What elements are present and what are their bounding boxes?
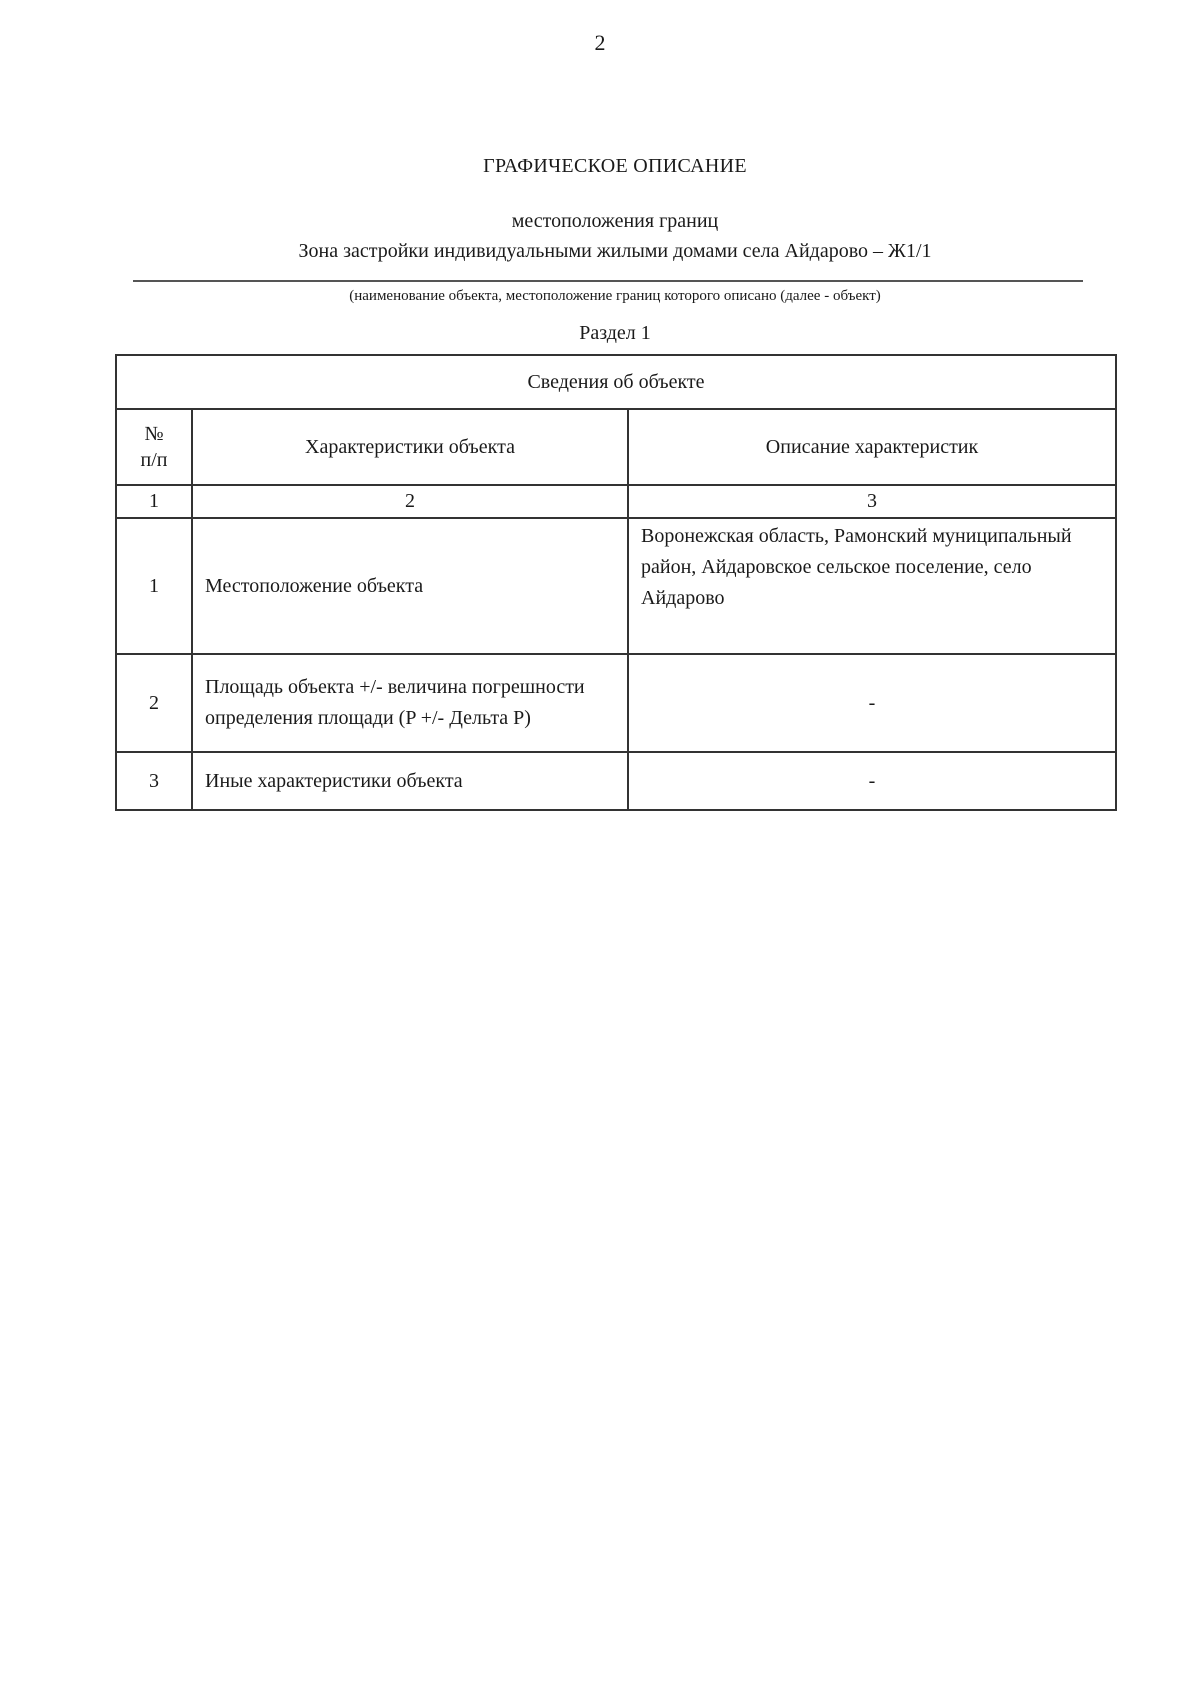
object-name: Зона застройки индивидуальными жилыми домами села Айдарово – Ж1/1: [298, 240, 932, 262]
table-header-row: [116, 409, 1116, 485]
column-index: 1: [116, 485, 192, 518]
column-index-row: [116, 485, 1116, 518]
page-number: 2: [594, 30, 606, 55]
object-name-caption: (наименование объекта, местоположение границ которого описано (далее - объект): [349, 288, 881, 304]
table-caption: Сведения об объекте: [116, 355, 1116, 409]
column-index: 3: [628, 485, 1116, 518]
table-row: [116, 518, 1116, 654]
header-characteristic: Характеристики объекта: [192, 409, 628, 485]
row-characteristic: Иные характеристики объекта: [192, 752, 628, 810]
header-number: [116, 409, 192, 485]
row-description: -: [628, 654, 1116, 752]
row-characteristic: Местоположение объекта: [192, 518, 628, 654]
document-subtitle: местоположения границ: [511, 210, 719, 232]
row-description: Воронежская область, Рамонский муниципальный район, Айдаровское сельское поселение, село Айдарово: [628, 518, 1116, 654]
table-row: [116, 752, 1116, 810]
table-row: [116, 654, 1116, 752]
row-description: -: [628, 752, 1116, 810]
header-number-sign: №: [144, 423, 164, 445]
row-characteristic: Площадь объекта +/- величина погрешности определения площади (P +/- Дельта P): [192, 654, 628, 752]
object-name-underline: [133, 280, 1083, 282]
row-number: 3: [116, 752, 192, 810]
object-info-table: [115, 354, 1117, 811]
row-number: 1: [116, 518, 192, 654]
document-title: ГРАФИЧЕСКОЕ ОПИСАНИЕ: [483, 155, 747, 177]
header-description: Описание характеристик: [628, 409, 1116, 485]
row-number: 2: [116, 654, 192, 752]
table-caption-row: [116, 355, 1116, 409]
column-index: 2: [192, 485, 628, 518]
header-number-label: п/п: [140, 449, 168, 471]
section-label: Раздел 1: [579, 322, 651, 344]
